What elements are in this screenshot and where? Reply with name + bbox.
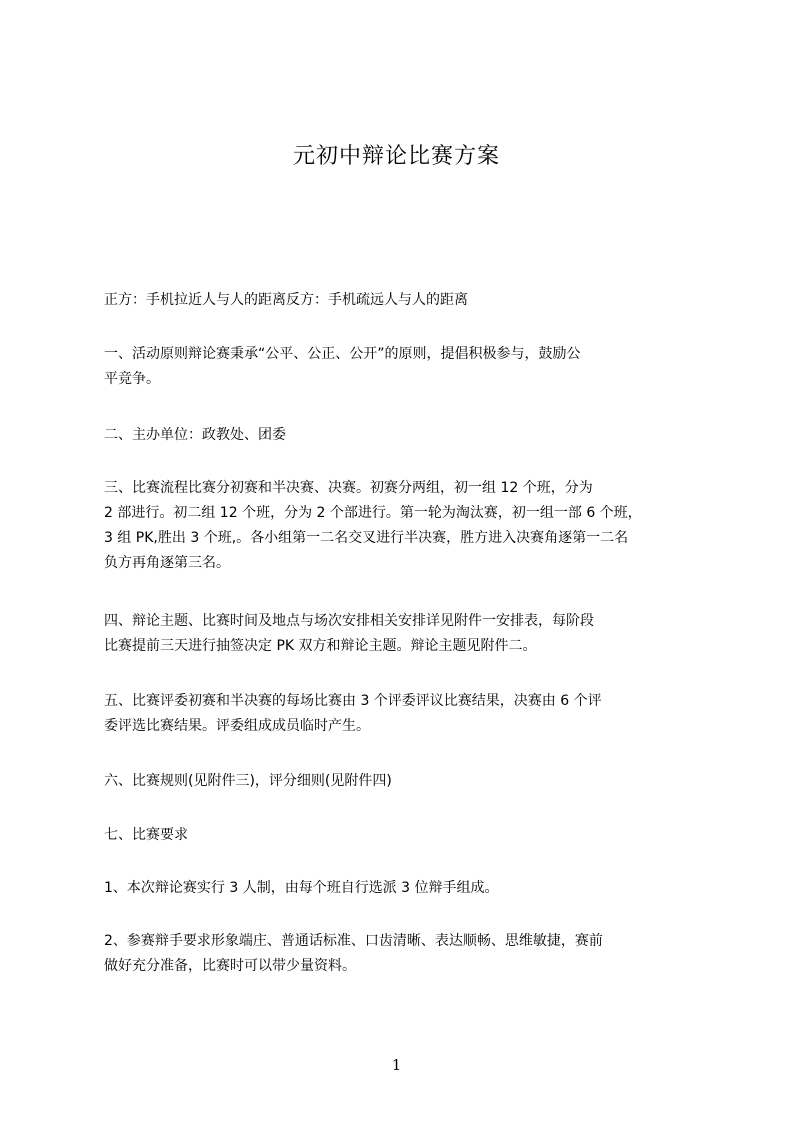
paragraph-activity-principle <box>104 342 708 392</box>
paragraph-requirement-1 <box>104 876 708 901</box>
text-line: 五、比赛评委初赛和半决赛的每场比赛由 3 个评委评议比赛结果，决赛由 6 个评 <box>104 693 602 709</box>
paragraph-requirements-heading <box>104 823 708 848</box>
paragraph-debate-topics <box>104 609 708 659</box>
text-line: 委评选比赛结果。评委组成成员临时产生。 <box>104 718 370 734</box>
text-line: 七、比赛要求 <box>104 827 188 843</box>
text-line: 六、比赛规则(见附件三)，评分细则(见附件四) <box>104 773 392 789</box>
text-line: 做好充分准备，比赛时可以带少量资料。 <box>104 958 356 974</box>
text-line: 3 组 PK,胜出 3 个班,。各小组第一二名交叉进行半决赛，胜方进入决赛角逐第一二名 <box>104 530 629 546</box>
text-line: 2、参赛辩手要求形象端庄、普通话标准、口齿清晰、表达顺畅、思维敏捷，赛前 <box>104 933 603 949</box>
page-number: 1 <box>391 1056 402 1074</box>
text-line: 平竞争。 <box>104 371 160 387</box>
paragraph-requirement-2 <box>104 929 708 979</box>
document-title: 元初中辩论比赛方案 <box>292 144 500 169</box>
text-line: 一、活动原则辩论赛秉承“公平、公正、公开”的原则，提倡积极参与，鼓励公 <box>104 346 581 362</box>
text-line: 二、主办单位：政教处、团委 <box>104 427 286 443</box>
paragraph-rules <box>104 769 708 794</box>
text-line: 三、比赛流程比赛分初赛和半决赛、决赛。初赛分两组，初一组 12 个班，分为 <box>104 480 593 496</box>
text-line: 四、辩论主题、比赛时间及地点与场次安排相关安排详见附件一安排表，每阶段 <box>104 613 594 629</box>
paragraph-judges <box>104 689 708 739</box>
text-line: 2 部进行。初二组 12 个班，分为 2 个部进行。第一轮为淘汰赛，初一组一部 6 个班， <box>104 505 642 521</box>
text-line: 负方再角逐第三名。 <box>104 555 230 571</box>
text-line: 正方：手机拉近人与人的距离反方：手机疏远人与人的距离 <box>104 292 468 308</box>
paragraph-competition-process <box>104 476 708 576</box>
text-line: 比赛提前三天进行抽签决定 PK 双方和辩论主题。辩论主题见附件二。 <box>104 638 537 654</box>
text-line: 1、本次辩论赛实行 3 人制，由每个班自行选派 3 位辩手组成。 <box>104 880 499 896</box>
paragraph-positions <box>104 288 708 313</box>
paragraph-organizer <box>104 423 708 448</box>
